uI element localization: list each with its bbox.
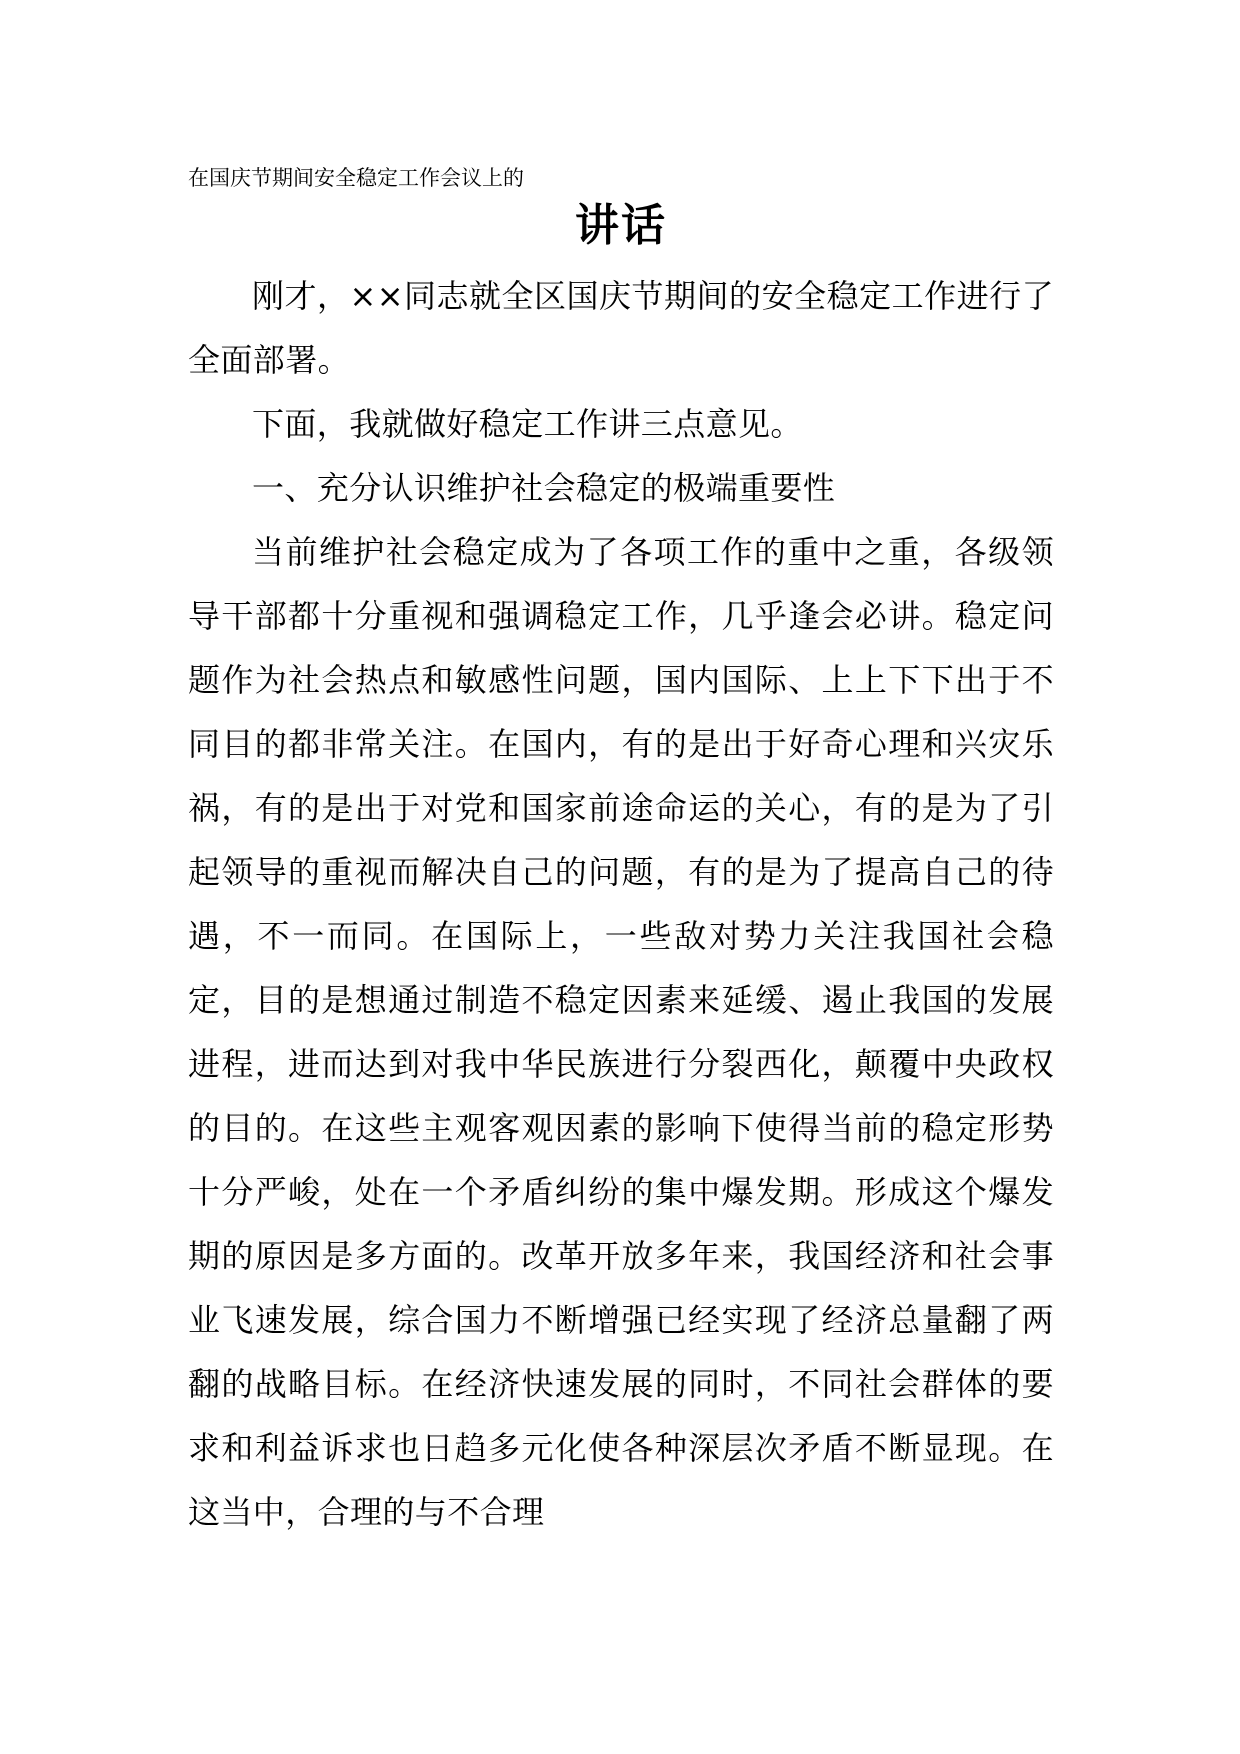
paragraph-intro: 下面，我就做好稳定工作讲三点意见。 xyxy=(252,405,803,443)
document-subtitle: 在国庆节期间安全稳定工作会议上的 xyxy=(188,166,524,190)
paragraph-opening: 刚才，××同志就全区国庆节期间的安全稳定工作进行了全面部署。 xyxy=(188,277,1054,379)
section-heading-one: 一、充分认识维护社会稳定的极端重要性 xyxy=(252,469,836,507)
document-title: 讲话 xyxy=(575,200,667,251)
paragraph-body: 当前维护社会稳定成为了各项工作的重中之重，各级领导干部都十分重视和强调稳定工作，几乎逢会必讲。稳定问题作为社会热点和敏感性问题，国内国际、上上下下出于不同目的都非常关注。在国内，有的是出于好奇心理和兴灾乐祸，有的是出于对党和国家前途命运的关心，有的是为了引起领导的重视而解决自己的问题，有的是为了提高自己的待遇，不一而同。在国际上，一些敌对势力关注我国社会稳定，目的是想通过制造不稳定因素来延缓、遏止我国的发展进程，进而达到对我中华民族进行分裂西化，颠覆中央政权的目的。在这些主观客观因素的影响下使得当前的稳定形势十分严峻，处在一个矛盾纠纷的集中爆发期。形成这个爆发期的原因是多方面的。改革开放多年来，我国经济和社会事业飞速发展，综合国力不断增强已经实现了经济总量翻了两翻的战略目标。在经济快速发展的同时，不同社会群体的要求和利益诉求也日趋多元化使各种深层次矛盾不断显现。在这当中，合理的与不合理 xyxy=(188,533,1054,1531)
document-body xyxy=(188,264,1054,1544)
